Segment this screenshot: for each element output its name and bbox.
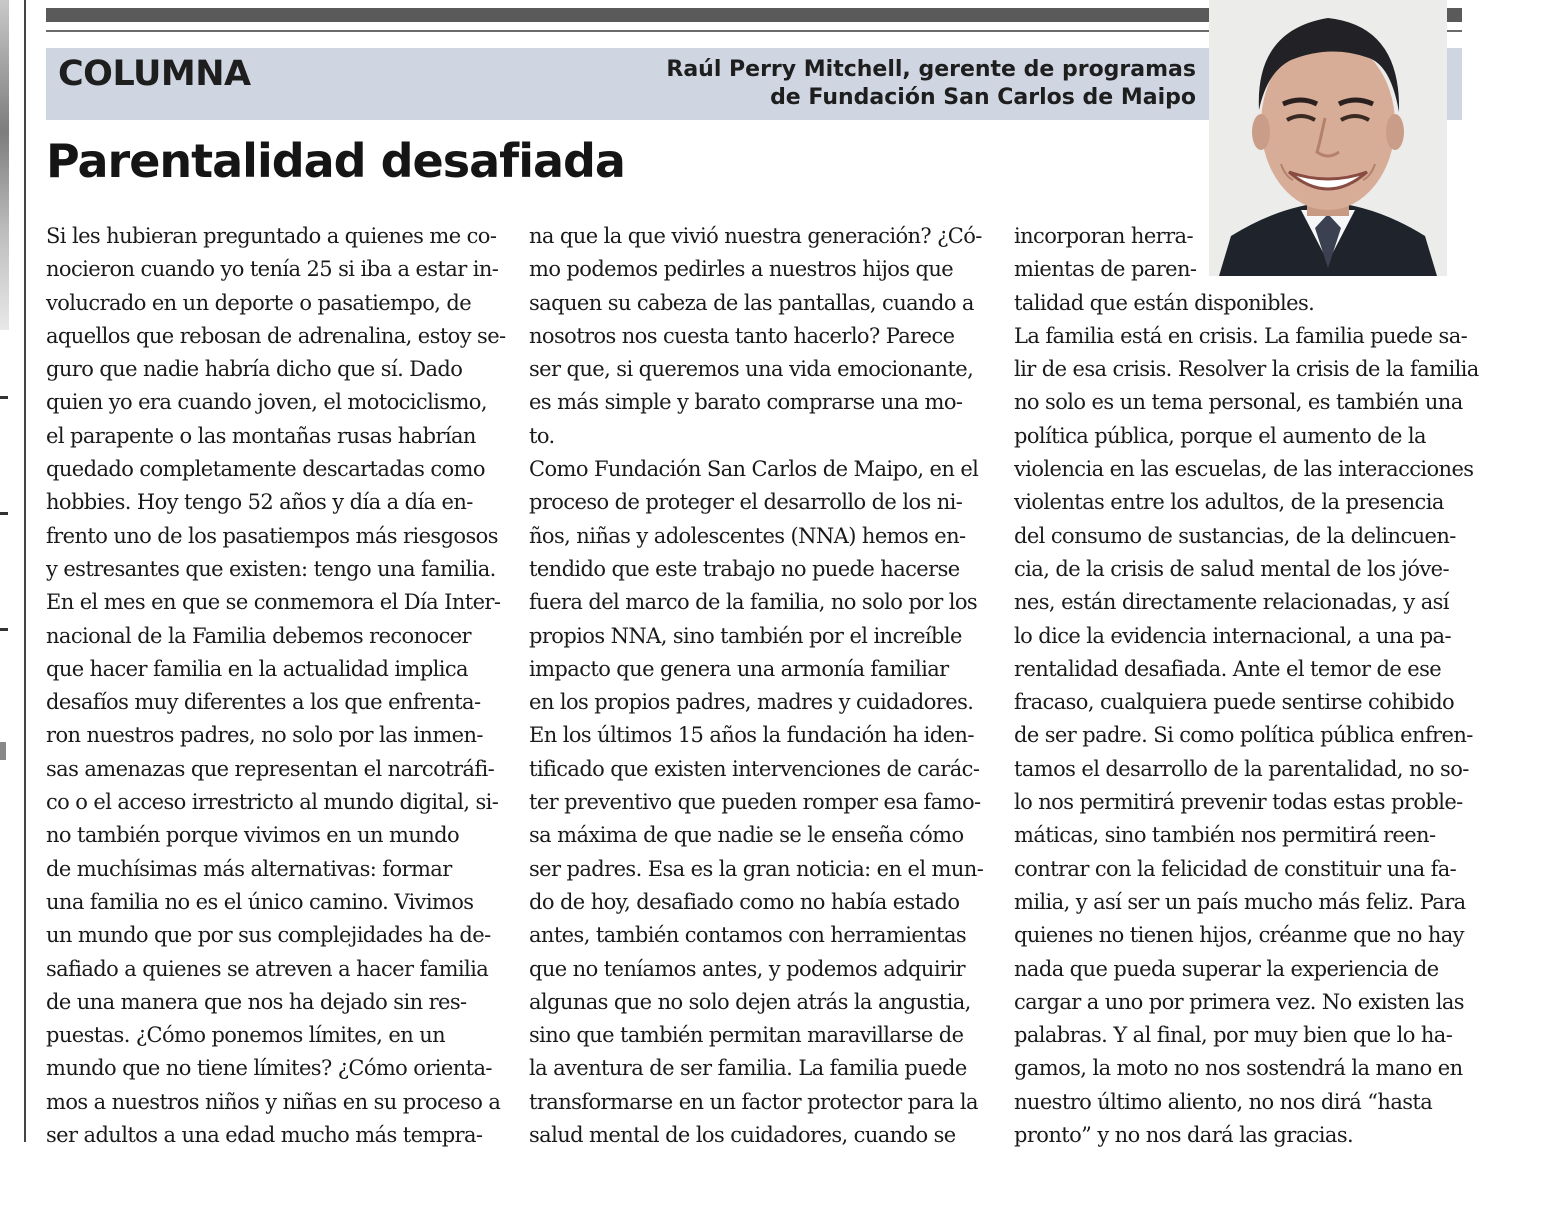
article-line: mos a nuestros niños y niñas en su proceso a	[46, 1089, 501, 1114]
article-line: es más simple y barato comprarse una mo-	[529, 390, 963, 415]
article-line: una familia no es el único camino. Vivimos	[46, 889, 474, 914]
article-line: milia, y así ser un país mucho más feliz. Para	[1014, 889, 1466, 914]
article-line: violencia en las escuelas, de las interacciones	[1014, 457, 1474, 482]
section-label: COLUMNA	[58, 54, 251, 94]
article-line: nocieron cuando yo tenía 25 si iba a estar in-	[46, 257, 499, 282]
article-line: ter preventivo que pueden romper esa famo-	[529, 790, 981, 815]
article-line: hobbies. Hoy tengo 52 años y día a día en-	[46, 490, 473, 515]
article-line: que no teníamos antes, y podemos adquirir	[529, 956, 965, 981]
article-line: fuera del marco de la familia, no solo por los	[529, 590, 978, 615]
article-line: incorporan herra-	[1014, 224, 1193, 248]
article-line: transformarse en un factor protector para la	[529, 1089, 978, 1114]
article-line: propios NNA, sino también por el increíble	[529, 623, 962, 648]
article-line: quienes no tienen hijos, créanme que no hay	[1014, 923, 1464, 948]
article-line: no solo es un tema personal, es también una	[1014, 390, 1463, 415]
article-line: tendido que este trabajo no puede hacerse	[529, 556, 960, 581]
article-line: de una manera que nos ha dejado sin res-	[46, 989, 467, 1014]
article-line: desafíos muy diferentes a los que enfrenta-	[46, 690, 481, 715]
article-line: la aventura de ser familia. La familia puede	[529, 1056, 967, 1081]
article-line: nuestro último aliento, no nos dirá “hasta	[1014, 1089, 1433, 1114]
article-line: ser padres. Esa es la gran noticia: en el mun-	[529, 856, 984, 881]
article-line: y estresantes que existen: tengo una familia.	[46, 556, 496, 581]
article-line: guro que nadie habría dicho que sí. Dado	[46, 357, 463, 382]
article-line: ron nuestros padres, no solo por las inmen-	[46, 723, 483, 748]
article-line: tamos el desarrollo de la parentalidad, no so-	[1014, 756, 1469, 781]
article-line: cia, de la crisis de salud mental de los jóve-	[1014, 556, 1449, 581]
article-line: impacto que genera una armonía familiar	[529, 656, 949, 681]
article-line: volucrado en un deporte o pasatiempo, de	[46, 290, 472, 315]
article-line: ños, niñas y adolescentes (NNA) hemos en-	[529, 523, 966, 548]
byline-line: Raúl Perry Mitchell, gerente de programas	[666, 57, 1196, 82]
article-line: aquellos que rebosan de adrenalina, estoy se-	[46, 323, 506, 348]
article-line: salud mental de los cuidadores, cuando se	[529, 1123, 956, 1148]
article-line: La familia está en crisis. La familia puede sa-	[1014, 323, 1468, 348]
article-line: pronto” y no nos dará las gracias.	[1014, 1123, 1354, 1148]
article-line: gamos, la moto no nos sostendrá la mano en	[1014, 1056, 1463, 1081]
article-line: máticas, sino también nos permitirá reen-	[1014, 823, 1436, 848]
article-line: no también porque vivimos en un mundo	[46, 823, 460, 848]
article-line: talidad que están disponibles.	[1014, 290, 1315, 315]
margin-tick	[0, 628, 8, 631]
article-line: co o el acceso irrestricto al mundo digital, si-	[46, 790, 499, 815]
article-column-1	[46, 220, 506, 1152]
article-line: antes, también contamos con herramientas	[529, 923, 967, 948]
article-line: de muchísimas más alternativas: formar	[46, 856, 452, 881]
adjacent-page-edge	[0, 0, 9, 330]
article-line: do de hoy, desafiado como no había estado	[529, 889, 960, 914]
article-line: ser adultos a una edad mucho más tempra-	[46, 1123, 483, 1148]
article-title: Parentalidad desafiada	[46, 134, 625, 188]
article-line: na que la que vivió nuestra generación? ¿Có-	[529, 224, 982, 248]
article-line: nacional de la Familia debemos reconocer	[46, 623, 471, 648]
article-line: que hacer familia en la actualidad implica	[46, 656, 468, 681]
article-line: nosotros nos cuesta tanto hacerlo? Parece	[529, 323, 955, 348]
byline-line: de Fundación San Carlos de Maipo	[770, 85, 1196, 110]
article-line: En el mes en que se conmemora el Día Inter-	[46, 590, 501, 615]
margin-tick	[0, 396, 8, 399]
article-line: en los propios padres, madres y cuidadores.	[529, 690, 974, 715]
article-line: lo dice la evidencia internacional, a una pa-	[1014, 623, 1451, 648]
article-line: quien yo era cuando joven, el motociclismo,	[46, 390, 487, 415]
article-line: política pública, porque el aumento de la	[1014, 423, 1426, 448]
article-line: nada que pueda superar la experiencia de	[1014, 956, 1439, 981]
column-divider-left	[24, 0, 26, 1142]
article-line: Como Fundación San Carlos de Maipo, en el	[529, 457, 979, 482]
article-line: rentalidad desafiada. Ante el temor de ese	[1014, 656, 1442, 681]
article-line: sas amenazas que representan el narcotráfi-	[46, 756, 495, 781]
article-line: contrar con la felicidad de constituir una fa-	[1014, 856, 1457, 881]
article-line: el parapente o las montañas rusas habrían	[46, 423, 476, 448]
article-line: puestas. ¿Cómo ponemos límites, en un	[46, 1023, 446, 1048]
article-line: mientas de paren-	[1014, 257, 1197, 282]
article-line: un mundo que por sus complejidades ha de-	[46, 923, 491, 948]
article-line: lir de esa crisis. Resolver la crisis de la familia	[1014, 357, 1479, 382]
article-line: palabras. Y al final, por muy bien que lo ha-	[1014, 1023, 1453, 1048]
article-line: algunas que no solo dejen atrás la angustia,	[529, 989, 971, 1014]
article-column-3	[1014, 220, 1479, 1152]
article-line: mo podemos pedirles a nuestros hijos que	[529, 257, 954, 282]
article-line: mundo que no tiene límites? ¿Cómo orienta-	[46, 1056, 492, 1081]
article-line: safiado a quienes se atreven a hacer familia	[46, 956, 489, 981]
article-line: fracaso, cualquiera puede sentirse cohibido	[1014, 690, 1455, 715]
article-line: lo nos permitirá prevenir todas estas proble-	[1014, 790, 1463, 815]
article-line: En los últimos 15 años la fundación ha iden-	[529, 723, 974, 748]
article-column-2	[529, 220, 984, 1152]
article-line: del consumo de sustancias, de la delincuen-	[1014, 523, 1456, 548]
author-byline	[666, 56, 1196, 112]
article-line: violentas entre los adultos, de la presencia	[1014, 490, 1444, 515]
article-line: ser que, si queremos una vida emocionante,	[529, 357, 974, 382]
article-line: sino que también permitan maravillarse de	[529, 1023, 964, 1048]
article-line: cargar a uno por primera vez. No existen las	[1014, 989, 1464, 1014]
margin-tick	[0, 742, 6, 760]
article-line: proceso de proteger el desarrollo de los ni-	[529, 490, 963, 515]
article-line: de ser padre. Si como política pública enfren-	[1014, 723, 1473, 748]
article-line: sa máxima de que nadie se le enseña cómo	[529, 823, 964, 848]
article-line: to.	[529, 423, 555, 448]
article-line: nes, están directamente relacionadas, y así	[1014, 590, 1449, 615]
article-line: saquen su cabeza de las pantallas, cuando a	[529, 290, 974, 315]
article-line: Si les hubieran preguntado a quienes me co-	[46, 224, 497, 248]
article-line: frento uno de los pasatiempos más riesgosos	[46, 523, 498, 548]
margin-tick	[0, 512, 8, 515]
article-line: quedado completamente descartadas como	[46, 457, 485, 482]
article-line: tificado que existen intervenciones de carác-	[529, 756, 980, 781]
